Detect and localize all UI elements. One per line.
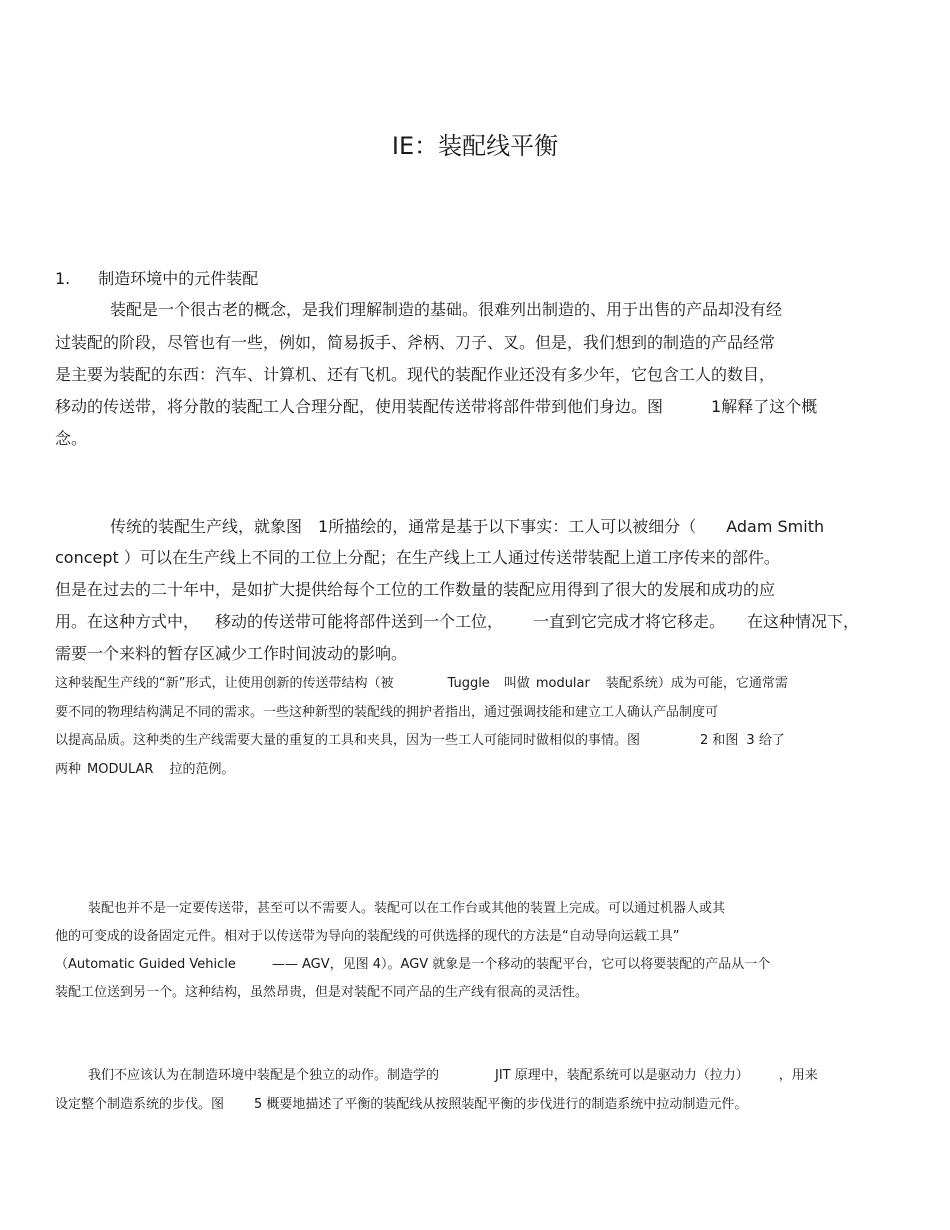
- paragraph-3-line-4: 两种 MODULAR 拉的范例。: [55, 762, 235, 777]
- paragraph-1-line-5: 念。: [55, 429, 88, 448]
- document-title: IE：装配线平衡: [391, 132, 559, 160]
- paragraph-2-line-4: 用。在这种方式中， 移动的传送带可能将部件送到一个工位， 一直到它完成才将它移走。 在这种情况下，: [55, 612, 860, 631]
- section-number: 1.: [55, 269, 71, 288]
- paragraph-3-line-3: 以提高品质。这种类的生产线需要大量的重复的工具和夹具，因为一些工人可能同时做相似的事情。图 2 和图 3 给了: [55, 733, 785, 748]
- paragraph-1-line-2: 过装配的阶段，尽管也有一些，例如，简易扳手、斧柄、刀子、叉。但是，我们想到的制造的产品经常: [55, 333, 776, 352]
- section-heading: [55, 266, 258, 289]
- paragraph-5-line-2: 设定整个制造系统的步伐。图 5 概要地描述了平衡的装配线从按照装配平衡的步伐进行的制造系统中拉动制造元件。: [55, 1097, 748, 1112]
- paragraph-1-line-4: 移动的传送带，将分散的装配工人合理分配，使用装配传送带将部件带到他们身边。图 1解释了这个概: [55, 397, 818, 416]
- paragraph-4-line-1: 装配也并不是一定要传送带，甚至可以不需要人。装配可以在工作台或其他的装置上完成。可以通过机器人或其: [88, 901, 726, 916]
- paragraph-1-line-3: 是主要为装配的东西：汽车、计算机、还有飞机。现代的装配作业还没有多少年，它包含工人的数目，: [55, 365, 776, 384]
- paragraph-1-line-1: 装配是一个很古老的概念，是我们理解制造的基础。很难列出制造的、用于出售的产品却没有经: [110, 300, 783, 319]
- paragraph-3-line-2: 要不同的物理结构满足不同的需求。一些这种新型的装配线的拥护者指出，通过强调技能和建立工人确认产品制度可: [55, 705, 719, 720]
- paragraph-4-line-3: （Automatic Guided Vehicle —— AGV，见图 4）。AGV 就象是一个移动的装配平台，它可以将要装配的产品从一个: [55, 957, 771, 972]
- paragraph-3-line-1: 这种装配生产线的“新”形式，让使用创新的传送带结构（被 Tuggle 叫做 modular 装配系统）成为可能，它通常需: [55, 676, 788, 691]
- section-heading-text: 制造环境中的元件装配: [98, 269, 259, 288]
- paragraph-2-line-1: 传统的装配生产线，就象图 1所描绘的，通常是基于以下事实：工人可以被细分（ Adam Smith: [110, 517, 825, 536]
- paragraph-4-line-2: 他的可变成的设备固定元件。相对于以传送带为导向的装配线的可供选择的现代的方法是“自动导向运载工具”: [55, 929, 680, 944]
- paragraph-2-line-5: 需要一个来料的暂存区减少工作时间波动的影响。: [55, 644, 408, 663]
- paragraph-2-line-3: 但是在过去的二十年中，是如扩大提供给每个工位的工作数量的装配应用得到了很大的发展和成功的应: [55, 580, 776, 599]
- paragraph-2-line-2: concept ）可以在生产线上不同的工位上分配；在生产线上工人通过传送带装配上道工序传来的部件。: [55, 548, 780, 567]
- paragraph-5-line-1: 我们不应该认为在制造环境中装配是个独立的动作。制造学的 JIT 原理中，装配系统可以是驱动力（拉力） ，用来: [88, 1068, 818, 1083]
- paragraph-4-line-4: 装配工位送到另一个。这种结构，虽然昂贵，但是对装配不同产品的生产线有很高的灵活性。: [55, 985, 589, 1000]
